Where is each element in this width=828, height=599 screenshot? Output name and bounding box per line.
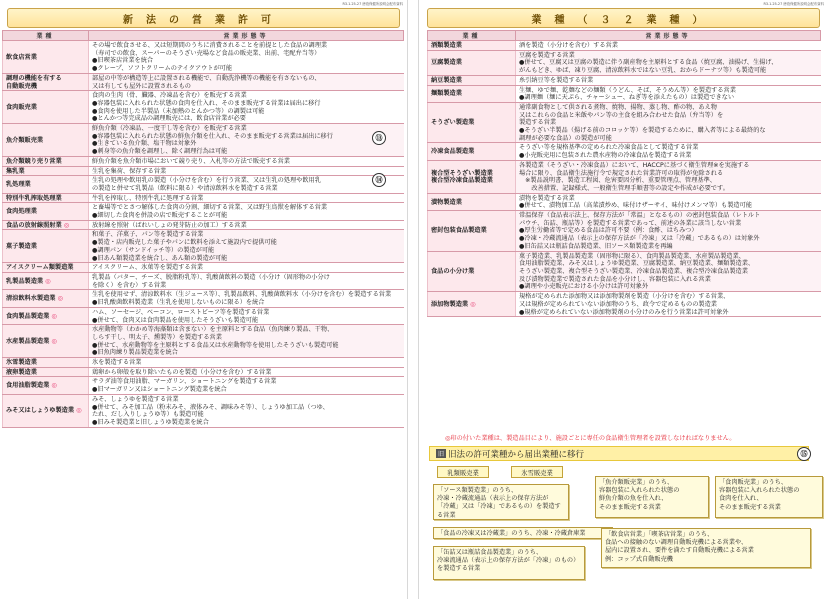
doc-id: R3.1.25-27 徳島保健所説明会配布資料 bbox=[763, 2, 824, 6]
table-row bbox=[428, 50, 821, 75]
table-row bbox=[3, 325, 404, 358]
business-type-description: 食肉の生肉（骨、臓器、冷凍品を含む）を販売する営業 ●容器包装に入れられた状態の食肉を仕入れ、そのまま販売する営業は届出に移行 ●食肉を使用した半製品（未加熱のとんかつ等）の調製は可能 ●とんかつ等完成品の調理販売には、飲食店営業が必要 bbox=[89, 91, 404, 124]
business-type-label: 密封包装食品製造業 bbox=[431, 227, 487, 235]
business-type-label: 食肉製品製造業 bbox=[6, 312, 50, 320]
business-type-description: 鮮魚介類（冷凍品、一度干し等を含む）を販売する営業 ●容器包装に入れられた状態の鮮魚介類を仕入れ、そのまま販売する営業は届出に移行 ●生きている魚介類、塩干物は対象外 ●刺身等の魚介類を調理し、除く調理行為は可能 bbox=[89, 124, 404, 157]
table-row bbox=[3, 290, 404, 307]
table-row bbox=[428, 102, 821, 143]
left-page bbox=[0, 0, 408, 599]
table-header-row bbox=[428, 31, 821, 41]
business-type-name bbox=[3, 124, 89, 157]
box-gyokai: 「魚介類販売業」のうち、 容器包装に入れられた状態の 鮮魚介類の魚を仕入れ、 そのまま販売する営業 bbox=[595, 476, 709, 518]
business-type-description: と畜場等でとさつ解体した食肉の分割、細切する営業、又は野生鳥獣を解体する営業 ●細切した食肉を併設の店で販売することが可能 bbox=[89, 203, 404, 220]
table-row bbox=[3, 358, 404, 368]
table-row bbox=[3, 377, 404, 394]
business-type-description: サラダ油等食用油脂、マーガリン、ショートニングを製造する営業 ●旧マーガリン又はショートニング製造業を統合 bbox=[89, 377, 404, 394]
table-row bbox=[3, 203, 404, 220]
business-type-name bbox=[3, 394, 89, 427]
business-type-description: 酒を製造（小分けを含む）する営業 bbox=[516, 41, 821, 51]
col-header-name: 業種 bbox=[428, 31, 516, 41]
business-type-name bbox=[3, 73, 89, 90]
table-row bbox=[3, 176, 404, 193]
business-type-label: 食品の放射線照射業 bbox=[6, 221, 62, 229]
box-kanzume: 「缶詰又は瓶詰食品製造業」のうち、 冷凍流通品（表示上の保存方法が「冷凍」のもの） を製造する営業 bbox=[433, 546, 585, 580]
table-row bbox=[3, 124, 404, 157]
business-type-description: 鮮魚介類を魚介類市場において競り売り、入札等の方法で販売する営業 bbox=[89, 156, 404, 166]
business-type-label: 豆腐製造業 bbox=[431, 59, 462, 67]
business-type-description: そうざい等を規格基準の定められた冷凍食品として製造する営業 ●小売販売用に包装された農水産物の冷凍食品を製造する営業 bbox=[516, 143, 821, 160]
page-title: 新法の営業許可 bbox=[7, 8, 400, 28]
business-type-description: 乳製品（バター、チーズ、脱脂粉乳等）、乳酸菌飲料の製造（小分け（固形物の小分け を除く）を含む）する営業 bbox=[89, 272, 404, 289]
business-type-label: 冷凍食品製造業 bbox=[431, 148, 475, 156]
col-header-desc: 営業形態等 bbox=[516, 31, 821, 41]
box-sauce: 「ソース類製造業」のうち、 冷凍・冷蔵流通品（表示上の保存方法が 「冷蔵」又は「冷凍」であるもの）を製造する営業 bbox=[433, 484, 569, 520]
table-row bbox=[3, 230, 404, 263]
business-type-name bbox=[3, 290, 89, 307]
business-type-name bbox=[3, 193, 89, 203]
business-type-description: 生乳を集荷、保存する営業 bbox=[89, 166, 404, 176]
business-type-label: みそ又はしょうゆ製造業 bbox=[6, 407, 75, 415]
business-type-name bbox=[428, 50, 516, 75]
business-type-description: 生麺、ゆで麺、乾麺などの麺類（うどん、そば、そうめん等）を製造する営業 ●調理麺（麺に天ぷら、チャーシュー、ねぎ等を添えたもの）は製造できない bbox=[516, 85, 821, 102]
business-type-description: その場で飲食させる、又は短期間のうちに消費されることを前提とした食品の調理業 （寿司での飲食、スーパーのそうざい売場など食品の販売業、出前、宅配弁当等） ●旧喫茶店営業を統合 ●クレープ、ソフトクリームのテイクアウトが可能 bbox=[89, 41, 404, 74]
business-type-description: 糸引納豆等を製造する営業 bbox=[516, 75, 821, 85]
business-type-name bbox=[3, 220, 89, 230]
permit-table-right bbox=[427, 30, 821, 317]
table-row bbox=[428, 251, 821, 292]
table-row bbox=[3, 156, 404, 166]
business-type-name bbox=[3, 203, 89, 220]
business-type-description: 放射線を照射（ばれいしょの発芽防止の加工）する営業 bbox=[89, 220, 404, 230]
business-type-name bbox=[428, 41, 516, 51]
business-type-name bbox=[3, 272, 89, 289]
business-type-label: 飲食店営業 bbox=[6, 53, 37, 61]
food-manager-required-icon: ◎ bbox=[470, 300, 476, 308]
business-type-label: 納豆製造業 bbox=[431, 76, 462, 84]
move-to-notification-header bbox=[429, 446, 809, 461]
box-inshokuten: 「飲食店営業」「喫茶店営業」のうち、 食品への接触のない調理自動販売機による営業や、 屋内に設置され、要件を満たす自動販売機による営業 例：コップ式自動販売機 bbox=[601, 528, 811, 568]
table-row bbox=[428, 211, 821, 252]
business-type-name bbox=[428, 251, 516, 292]
business-type-label: 食肉販売業 bbox=[6, 103, 37, 111]
table-header-row bbox=[3, 31, 404, 41]
tag-hyoka-hanbai: 氷雪販売業 bbox=[511, 466, 563, 478]
business-type-description: 鶏卵から卵殻を取り除いたものを製造（小分けを含む）する営業 bbox=[89, 367, 404, 377]
right-page bbox=[418, 0, 828, 599]
tag-nyu-hanbai: 乳類販売業 bbox=[437, 466, 489, 478]
permit-table-left bbox=[2, 30, 404, 428]
business-type-name bbox=[428, 85, 516, 102]
box-shokuniku: 「食肉販売業」のうち、 容器包装に入れられた状態の 食肉を仕入れ、 そのまま販売する営業 bbox=[715, 476, 823, 518]
business-type-label: 魚介類競り売り営業 bbox=[6, 157, 62, 165]
table-row bbox=[3, 263, 404, 273]
business-type-name bbox=[3, 91, 89, 124]
business-type-label: 集乳業 bbox=[6, 167, 25, 175]
business-type-name bbox=[3, 166, 89, 176]
business-type-label: 複合型そうざい製造業 複合型冷凍食品製造業 bbox=[431, 169, 493, 185]
table-row bbox=[428, 85, 821, 102]
col-header-name: 業種 bbox=[3, 31, 89, 41]
food-manager-required-icon: ◎ bbox=[51, 382, 57, 390]
food-manager-required-icon: ◎ bbox=[51, 337, 57, 345]
table-body bbox=[428, 41, 821, 317]
business-type-name bbox=[428, 102, 516, 143]
food-manager-required-icon: ◎ bbox=[51, 312, 57, 320]
table-row bbox=[428, 193, 821, 210]
move-header-label: 旧法の許可業種から届出業種に移行 bbox=[448, 449, 585, 460]
business-type-name bbox=[3, 176, 89, 193]
business-type-label: 添加物製造業 bbox=[431, 300, 469, 308]
table-row bbox=[428, 160, 821, 193]
business-type-description: アイスクリーム、氷菓等を製造する営業 bbox=[89, 263, 404, 273]
food-manager-required-icon: ◎ bbox=[76, 407, 82, 415]
business-type-description: みそ、しょうゆを製造する営業 ●併せて、みそ加工品（粉末みそ、液体みそ、調味みそ等）、しょうゆ加工品（つゆ、 たれ、だし入りしょうゆ等）も製造可能 ●旧みそ製造業と旧しょうゆ製造業を統合 bbox=[89, 394, 404, 427]
business-type-name bbox=[428, 211, 516, 252]
food-manager-required-icon: ◎ bbox=[63, 221, 70, 229]
food-manager-required-icon: ◎ bbox=[45, 277, 51, 285]
business-type-description: 氷を製造する営業 bbox=[89, 358, 404, 368]
business-type-name bbox=[3, 377, 89, 394]
col-header-desc: 営業形態等 bbox=[89, 31, 404, 41]
table-row bbox=[3, 220, 404, 230]
business-type-label: 酒類製造業 bbox=[431, 42, 462, 49]
business-type-name bbox=[428, 75, 516, 85]
business-type-label: 乳処理業 bbox=[6, 181, 31, 189]
circle-number-13: ⑬ bbox=[372, 131, 386, 145]
kyu-icon: 旧 bbox=[438, 451, 445, 458]
business-type-name bbox=[3, 358, 89, 368]
business-type-description: 通常副食物として供される煮物、焼物、揚物、蒸し物、酢の物、あえ物 又はこれらの食品と米飯やパン等の主食を組み合わせた食品（弁当等）を 製造する営業 ●そうざい半製品（揚げる前のコロッケ等）を製造するために、購入者等による最終的な 調理が必要な食品）の製造が可能 bbox=[516, 102, 821, 143]
table-row bbox=[3, 193, 404, 203]
business-type-name bbox=[3, 367, 89, 377]
business-type-description: 和菓子、洋菓子、パン等を製造する営業 ●製造・店内販売した菓子やパンに飲料を添えて施設内で提供可能 ●調理パン（サンドイッチ等）の製造が可能 ●旧あん類製造業を統合し、あん類の製造が可能 bbox=[89, 230, 404, 263]
business-type-label: 漬物製造業 bbox=[431, 198, 462, 206]
table-row bbox=[3, 367, 404, 377]
business-type-description: ハム、ソーセージ、ベーコン、ローストビーフ等を製造する営業 ●併せて、食肉又は食肉製品を使用したそうざいも製造可能 bbox=[89, 307, 404, 324]
table-row bbox=[428, 75, 821, 85]
business-type-label: 食品の小分け業 bbox=[431, 267, 475, 275]
business-type-label: 水産製品製造業 bbox=[6, 337, 50, 345]
table-row bbox=[428, 292, 821, 317]
circle-number-14: ⑭ bbox=[372, 173, 386, 187]
table-row bbox=[3, 272, 404, 289]
business-type-label: そうざい製造業 bbox=[431, 119, 475, 127]
business-type-description: 漬物を製造する営業 ●併せて、漬物加工品（高菜漬炒め、味付けザーサイ、味付けメンマ等）も製造可能 bbox=[516, 193, 821, 210]
business-type-name bbox=[428, 143, 516, 160]
business-type-label: 麺類製造業 bbox=[431, 90, 462, 98]
business-type-label: 清涼飲料水製造業 bbox=[6, 295, 56, 303]
table-row bbox=[3, 41, 404, 74]
business-type-label: 食用油脂製造業 bbox=[6, 382, 50, 390]
business-type-description: 常温保存（食品表示法上、保存方法が「常温」となるもの）の密封包装食品（レトルト パウチ、缶詰、瓶詰等）を製造する営業であって、前述の各業に該当しない営業 ●厚生労働省等で定める食品は許可不要（例：食酢、はちみつ） ●冷凍・冷蔵流通品（表示上の保存方法が「冷凍」又は「冷蔵」であるもの）は対象外 ●旧缶詰又は瓶詰食品製造業、旧ソース類製造業を再編 bbox=[516, 211, 821, 252]
business-type-description: 規格が定められた添加物又は添加物製剤を製造（小分けを含む）する営業、 又は規格が定められていない添加物のうち、政令で定めるものの製造業 ●規格が定められていない添加物製剤の小分けのみを行う営業は許可対象外 bbox=[516, 292, 821, 317]
table-row bbox=[3, 73, 404, 90]
business-type-description: 部屋の中等が構造等上に設置される機能で、自動洗浄機等の機能を有さないもの、 又は有しても屋外に設置されるもの bbox=[89, 73, 404, 90]
table-row bbox=[428, 143, 821, 160]
business-type-name bbox=[3, 230, 89, 263]
table-body bbox=[3, 41, 404, 428]
table-row bbox=[3, 91, 404, 124]
business-type-label: 食肉処理業 bbox=[6, 208, 37, 216]
box-reito: 「食品の冷凍又は冷蔵業」のうち、冷凍・冷蔵倉庫業 bbox=[433, 527, 613, 539]
business-type-name bbox=[428, 160, 516, 193]
business-type-description: 各製造業（そうざい・冷凍食品）において、HACCPに基づく衛生管理※を実施する 場合に限り、食品衛生法施行令で規定された営業許可の取得が免除される ※製品説明書、製造工程図、危害要因分析、重要管理点、管理基準、 改善措置、記録様式、一般衛生管理手順書等の設定や作成が必要です。 bbox=[516, 160, 821, 193]
business-type-label: 特別牛乳搾取処理業 bbox=[6, 194, 62, 202]
business-type-name bbox=[3, 325, 89, 358]
business-type-description: 生乳の処理や飲用乳の製造（小分けを含む）を行う営業、又は生乳の処理や飲用乳 の製造と併せて乳製品（飲料に限る）や清涼飲料水を製造する営業 bbox=[89, 176, 404, 193]
doc-id: R3.1.25-27 徳島保健所説明会配布資料 bbox=[342, 2, 403, 6]
business-type-label: 魚介類販売業 bbox=[6, 136, 44, 144]
food-manager-required-icon: ◎ bbox=[57, 295, 63, 303]
table-row bbox=[428, 41, 821, 51]
business-type-name bbox=[428, 193, 516, 210]
business-type-description: 水産動物等（わかめ等海藻類は含まない）を主原料とする食品（魚肉練り製品、干物、 しらす干し、明太子、燻製等）を製造する営業 ●併せて、水産動物等を主原料とする食品又は水産動物等を使用したそうざいも製造可能 ●旧魚肉練り製品製造業を統合 bbox=[89, 325, 404, 358]
business-type-name bbox=[3, 156, 89, 166]
business-type-label: アイスクリーム類製造業 bbox=[6, 264, 74, 272]
business-type-label: 調理の機能を有する 自動販売機 bbox=[6, 74, 62, 90]
business-type-name bbox=[3, 263, 89, 273]
business-type-label: 氷雪製造業 bbox=[6, 359, 37, 367]
business-type-description: 生乳を使用せず、清涼飲料水（生ジュース等）、乳製品飲料、乳酸菌飲料水（小分けを含む）を製造する営業 ●旧乳酸菌飲料製造業（生乳を使用しないものに限る）を統合 bbox=[89, 290, 404, 307]
circle-number-15: ⑮ bbox=[797, 447, 811, 461]
table-row bbox=[3, 307, 404, 324]
business-type-description: 菓子製造業、乳製品製造業（固形物に限る）、食肉製品製造業、水産製品製造業、 食用油脂製造業、みそ又はしょうゆ製造業、豆腐製造業、納豆製造業、麺類製造業、 そうざい製造業、複合型そうざい製造業、冷凍食品製造業、複合型冷凍食品製造業 及び漬物製造業で製造された食品を小分けし、容器包装に入れる営業 ●調理や小売販売における小分けは許可対象外 bbox=[516, 251, 821, 292]
business-type-description: 牛乳を搾取し、特別牛乳に処理する営業 bbox=[89, 193, 404, 203]
table-row bbox=[3, 166, 404, 176]
business-type-name bbox=[3, 307, 89, 324]
business-type-label: 乳製品製造業 bbox=[6, 277, 44, 285]
manager-note: ◎印の付いた業種は、製造品目により、施設ごとに専任の食品衛生管理者を設置しなければなりません。 bbox=[445, 435, 736, 442]
table-row bbox=[3, 394, 404, 427]
business-type-description: 豆腐を製造する営業 ●併せて、豆腐又は豆腐の製造に伴う副産物を主原料とする食品（焼豆腐、油揚げ、生揚げ、 がんもどき、ゆば、凍り豆腐、清涼飲料水ではない豆乳、おからドーナツ等）も製造可能 bbox=[516, 50, 821, 75]
business-type-name bbox=[3, 41, 89, 74]
business-type-label: 液卵製造業 bbox=[6, 368, 37, 376]
business-type-name bbox=[428, 292, 516, 317]
page-title: 業種（３２業種） bbox=[427, 8, 820, 28]
business-type-label: 菓子製造業 bbox=[6, 243, 37, 251]
